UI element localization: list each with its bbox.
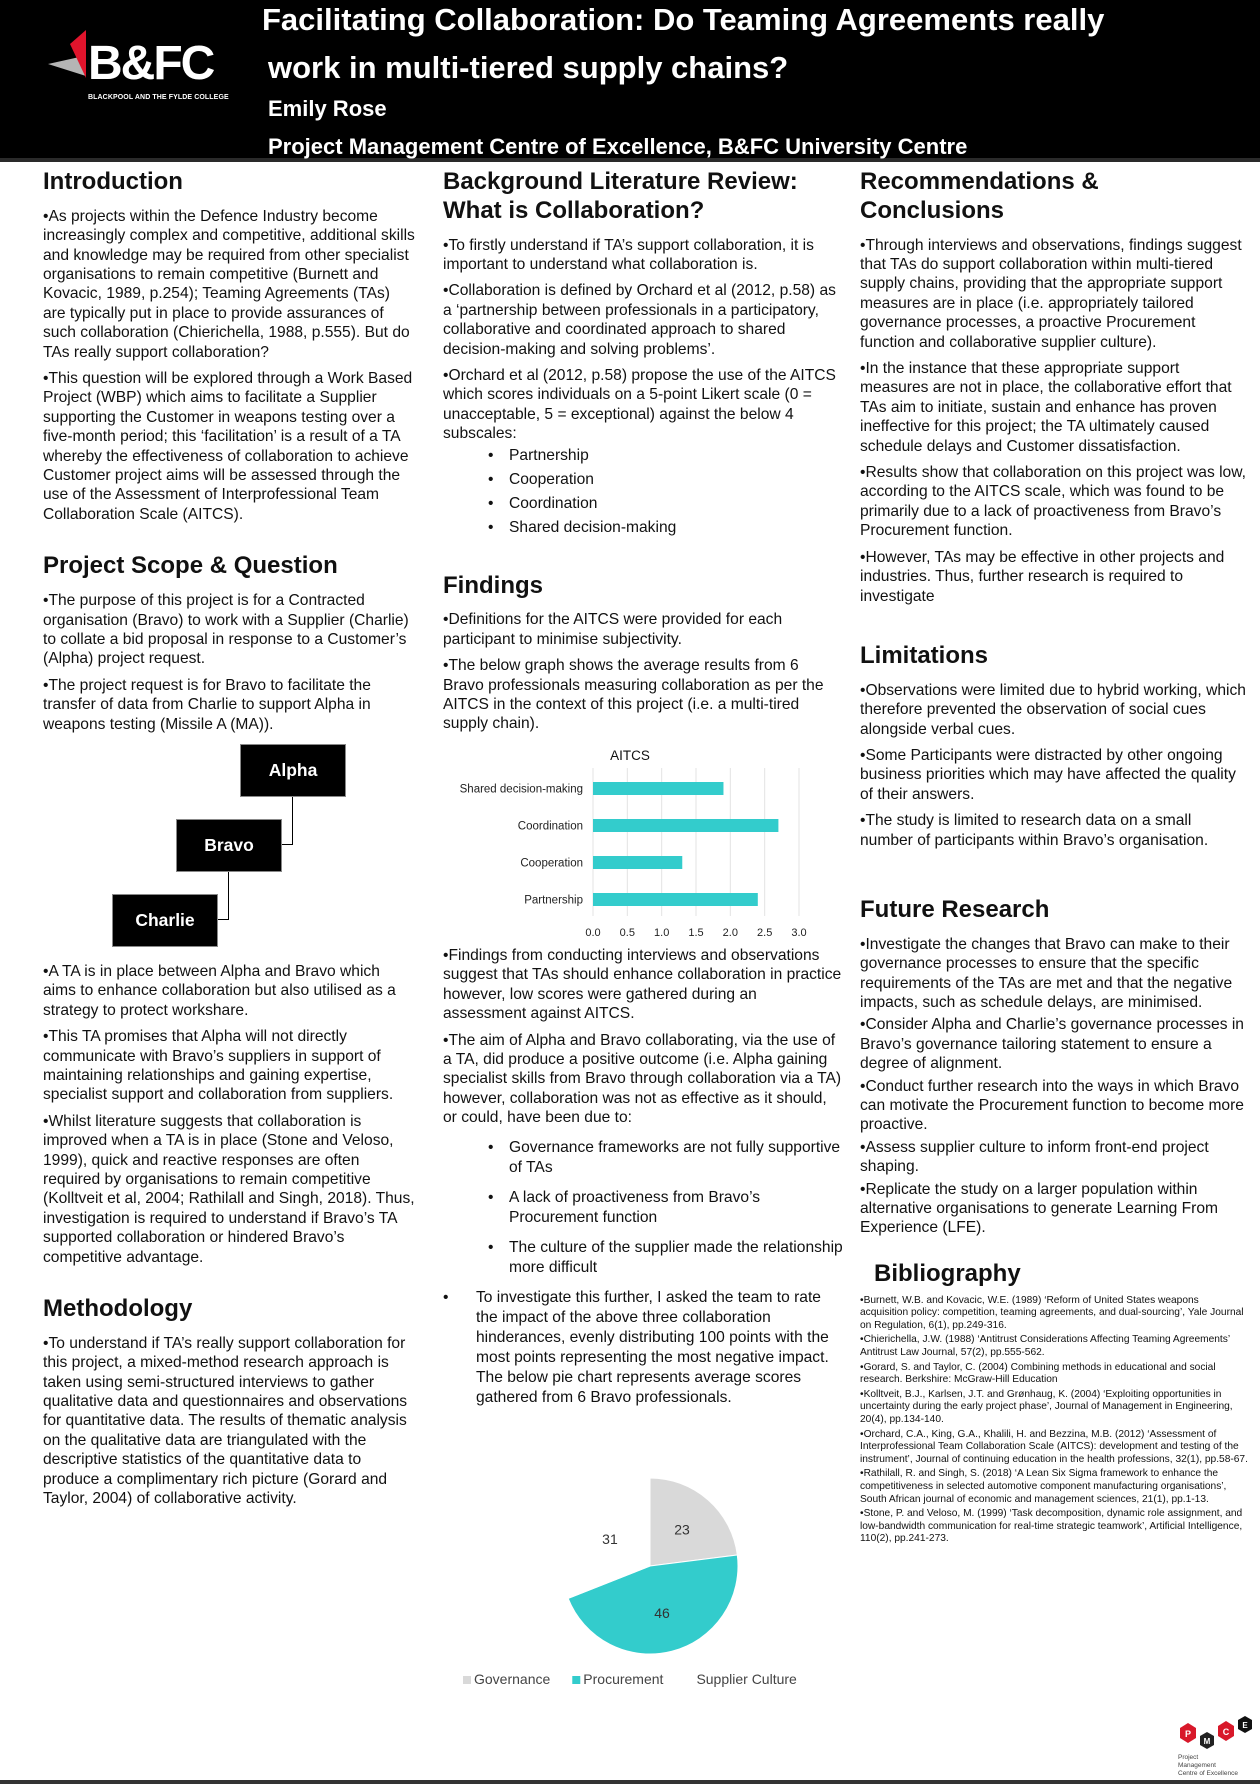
pie-legend-label: Governance: [474, 1670, 551, 1687]
subscale-item: • Cooperation: [488, 470, 843, 490]
findings-paragraph: •Definitions for the AITCS were provided for each participant to minimise subjectivity.: [443, 611, 783, 648]
pie-legend-label: Supplier Culture: [696, 1670, 797, 1687]
logo-text: B&FC: [88, 37, 214, 90]
background-paragraph: •Collaboration is defined by Orchard et al (2012, p.58) as a ‘partnership between professionals in a participatory, collaborative and coordinated approach to shared decision-making and solving problems’.: [443, 282, 836, 358]
connector-alpha-bravo: [282, 797, 293, 845]
pmce-letter-p: P: [1184, 1729, 1192, 1739]
scope-paragraph: •Whilst literature suggests that collaboration is improved when a TA is in place (Stone and Veloso, 1999), quick and reactive responses are often required by organisations to remain competitive (Kolltveit et al, 2004; Rathilall and Singh, 2018). Thus, investigation is required to understand if Bravo’s TA supported collaboration or hindered Bravo’s competitive advantage.: [43, 1112, 415, 1266]
node-charlie: Charlie: [112, 894, 218, 947]
methodology-section: [43, 1295, 415, 1508]
subscale-item: • Partnership: [488, 446, 843, 466]
pmce-letter-c: C: [1222, 1727, 1230, 1737]
bar-partnership: [593, 893, 758, 906]
future-paragraph: •Conduct further research into the ways in which Bravo can motivate the Procurement function to become more proactive.: [860, 1077, 1244, 1134]
subscale-list: [488, 446, 843, 538]
introduction-section: [43, 168, 415, 524]
bar-chart-category-label: Coordination: [517, 820, 583, 833]
hindrance-item: • The culture of the supplier made the relationship more difficult: [488, 1238, 843, 1278]
recommendation-paragraph: •Through interviews and observations, findings suggest that TAs do support collaboration within multi-tiered supply chains, providing that the appropriate support measures are in place (i.e. appropriately tailored governance processes, a proactive Procurement function and collaborative supplier culture).: [860, 236, 1242, 351]
investigation-item: • To investigate this further, I asked the team to rate the impact of the above three collaboration hinderances, evenly distributing 100 points with the most points representing the most negative impact. The below pie chart represents average scores gathered from 6 Bravo professionals.: [443, 1288, 843, 1408]
investigation-list: [443, 1288, 843, 1408]
bar-chart-x-tick: 1.5: [688, 926, 704, 939]
bar-chart-x-tick: 1.0: [654, 926, 670, 939]
recommendations-heading-line-1: Recommendations &: [860, 168, 1099, 195]
future-paragraph: •Assess supplier culture to inform front-end project shaping.: [860, 1138, 1209, 1176]
bar-chart-x-tick: 2.0: [722, 926, 738, 939]
subscale-item: • Shared decision-making: [488, 518, 843, 538]
recommendations-section: [860, 168, 1248, 606]
findings-paragraph: •The aim of Alpha and Bravo collaborating, via the use of a TA, did produce a positive outcome (i.e. Alpha gaining specialist skills from Bravo through collaboration via a TA) however, collaboration was not as effective as it should, or could, have been due to:: [443, 1031, 842, 1127]
bibliography-entry: •Burnett, W.B. and Kovacic, W.E. (1989) ‘Reform of United States weapons acquisition policy: competition, teaming agreements, and dual-sourcing’, Yale Journal on Regulation, 6(1), pp.249-316.: [860, 1294, 1244, 1331]
pmce-caption: [1178, 1754, 1238, 1778]
findings-paragraph: •Findings from conducting interviews and observations suggest that TAs should enhance collaboration in practice however, low scores were gathered during an assessment against AITCS.: [443, 946, 842, 1023]
bar-cooperation: [593, 856, 682, 869]
bibliography-entry: •Stone, P. and Veloso, M. (1999) ‘Task decomposition, dynamic role assignment, and low-bandwidth communication for real-time strategic teamwork’, Artificial Intelligence, 110(2), pp.241-273.: [860, 1508, 1243, 1545]
bar-chart-category-label: Partnership: [524, 894, 583, 907]
column-right: [860, 168, 1248, 1548]
future-paragraph: •Replicate the study on a larger population within alternative organisations to generate Learning From Experience (LFE).: [860, 1180, 1219, 1237]
future-paragraph: •Investigate the changes that Bravo can make to their governance processes to ensure that the specific requirements of the TAs are met and that the negative impacts, such as schedule delays, are minimised.: [860, 935, 1233, 1011]
limitations-heading: Limitations: [860, 641, 989, 669]
supply-chain-diagram: [43, 744, 415, 954]
aitcs-bar-chart: [433, 742, 833, 942]
background-section: [443, 168, 843, 538]
aitcs-bar-chart-svg: [433, 742, 833, 942]
hindrance-pie-chart: [433, 1416, 853, 1706]
affiliation: Project Management Centre of Excellence, B&FC University Centre: [268, 134, 968, 159]
pie-legend-swatch: [463, 1676, 471, 1684]
pmce-logo-icon: [1176, 1716, 1258, 1752]
pie-legend-label: Procurement: [583, 1670, 664, 1687]
limitations-section: [860, 642, 1248, 850]
pmce-letter-e: E: [1242, 1721, 1248, 1730]
background-heading: [443, 168, 843, 226]
scope-paragraph: •The purpose of this project is for a Contracted organisation (Bravo) to work with a Supplier (Charlie) to collate a bid proposal in response to a Customer’s (Alpha) project request.: [43, 592, 409, 668]
pmce-caption-line: Project: [1178, 1754, 1199, 1761]
background-paragraph: •To firstly understand if TA’s support collaboration, it is important to understand what collaboration is.: [443, 236, 814, 273]
poster-header: [0, 0, 1260, 162]
bfc-logo: [14, 0, 244, 128]
poster-title-line-2: work in multi-tiered supply chains?: [268, 50, 789, 85]
intro-paragraph: •This question will be explored through a Work Based Project (WBP) which aims to facilitate a Supplier supporting the Customer in weapons testing over a five-month period; this ‘facilitation’ is a result of a TA whereby the effectiveness of collaboration to achieve Customer project aims will be assessed through the use of the Assessment of Interprofessional Team Collaboration Scale (AITCS).: [43, 370, 413, 523]
limitation-paragraph: •Observations were limited due to hybrid working, which therefore prevented the observation of social cues alongside verbal cues.: [860, 681, 1246, 738]
pmce-caption-line: Management: [1178, 1762, 1216, 1769]
bar-chart-x-tick: 3.0: [791, 926, 807, 939]
recommendation-paragraph: •Results show that collaboration on this project was low, according to the AITCS scale, which was found to be primarily due to a lack of proactiveness from Bravo’s Procurement function.: [860, 464, 1246, 540]
methodology-heading: Methodology: [43, 1295, 193, 1323]
bibliography-section: [860, 1260, 1248, 1546]
bar-chart-x-tick: 0.5: [619, 926, 635, 939]
future-research-section: [860, 896, 1248, 1238]
column-left: [43, 168, 415, 1515]
hindrance-item: • A lack of proactiveness from Bravo’s Procurement function: [488, 1188, 843, 1228]
pie-data-label: 46: [654, 1604, 670, 1621]
methodology-paragraph: •To understand if TA’s really support collaboration for this project, a mixed-method research approach is taken using semi-structured interviews to gather qualitative data and questionnaires and observations for quantitative data. The results of thematic analysis on the qualitative data are triangulated with the descriptive statistics of the quantitative data to produce a complimentary rich picture (Gorard and Taylor, 2004) of collaborative activity.: [43, 1334, 408, 1508]
scope-paragraph: •A TA is in place between Alpha and Bravo which aims to enhance collaboration but also utilised as a strategy to protect workshare.: [43, 962, 396, 1019]
scope-section: [43, 552, 415, 1267]
bibliography-entry: •Rathilall, R. and Singh, S. (2018) ‘A Lean Six Sigma framework to enhance the competitiveness in selected automotive component manufacturing organisations’, South African journal of economic and management sciences, 21(1), pp.1-13.: [860, 1468, 1227, 1505]
bibliography-entry: •Gorard, S. and Taylor, C. (2004) Combining methods in educational and social research. Berkshire: McGraw-Hill Education: [860, 1361, 1216, 1386]
pmce-letter-m: M: [1203, 1737, 1211, 1746]
scope-paragraph: •The project request is for Bravo to facilitate the transfer of data from Charlie to support Alpha in weapons testing (Missile A (MA)).: [43, 676, 371, 733]
bar-chart-category-label: Shared decision-making: [459, 783, 583, 796]
bibliography-entry: •Kolltveit, B.J., Karlsen, J.T. and Grønhaug, K. (2004) ‘Exploiting opportunities in uncertainty during the early project phase’, Journal of Management in Engineering, 20(4), pp.134-140.: [860, 1388, 1233, 1425]
pie-legend-swatch: [572, 1676, 580, 1684]
column-middle: [443, 168, 843, 1706]
findings-section: [443, 572, 843, 1706]
bibliography-heading: Bibliography: [874, 1259, 1021, 1287]
connector-bravo-charlie: [218, 872, 229, 920]
hindrance-list: [488, 1138, 843, 1278]
bibliography-entry: •Orchard, C.A., King, G.A., Khalili, H. and Bezzina, M.B. (2012) ‘Assessment of Interprofessional Team Collaboration Scale (AITCS): development and testing of the instrument’, Journal of continuing education in the health professions, 32(1), pp.58-67.: [860, 1428, 1248, 1465]
recommendation-paragraph: •However, TAs may be effective in other projects and industries. Thus, further research is required to investigate: [860, 548, 1225, 605]
limitation-paragraph: •Some Participants were distracted by other ongoing business priorities which may have affected the quality of their answers.: [860, 746, 1236, 803]
limitation-paragraph: •The study is limited to research data on a small number of participants within Bravo’s organisation.: [860, 812, 1209, 849]
poster-title-line-1: Facilitating Collaboration: Do Teaming Agreements really: [262, 2, 1105, 37]
author-name: Emily Rose: [268, 96, 387, 121]
bar-chart-x-tick: 0.0: [585, 926, 601, 939]
pmce-caption-line: Centre of Excellence: [1178, 1770, 1238, 1777]
future-paragraph: •Consider Alpha and Charlie’s governance processes in Bravo’s governance tailoring statement to ensure a degree of alignment.: [860, 1016, 1244, 1073]
logo-subtitle: BLACKPOOL AND THE FYLDE COLLEGE: [88, 94, 229, 101]
bar-chart-x-tick: 2.5: [757, 926, 773, 939]
hindrance-item: • Governance frameworks are not fully supportive of TAs: [488, 1138, 843, 1178]
pie-data-label: 23: [674, 1521, 690, 1538]
scope-paragraph: •This TA promises that Alpha will not directly communicate with Bravo’s suppliers in support of maintaining relationships and gaining expertise, specialist support and collaboration from suppliers.: [43, 1028, 394, 1104]
future-research-heading: Future Research: [860, 895, 1050, 923]
recommendations-heading-line-2: Conclusions: [860, 196, 1005, 224]
background-heading-line-1: Background Literature Review:: [443, 168, 798, 195]
recommendation-paragraph: •In the instance that these appropriate support measures are not in place, the collaborative effort that TAs aim to initiate, sustain and enhance has proven ineffective for this project; the TA ultimately caused schedule delays and Customer dissatisfaction.: [860, 360, 1232, 455]
subscale-item: • Coordination: [488, 494, 843, 514]
bar-shared-decision-making: [593, 782, 723, 795]
node-bravo: Bravo: [176, 819, 282, 872]
hindrance-pie-chart-svg: [433, 1416, 853, 1706]
intro-paragraph: •As projects within the Defence Industry become increasingly complex and competitive, additional skills and knowledge may be required from other specialist organisations to remain competitive (Burnett and Kovacic, 1989, p.254); Teaming Agreements (TAs) are typically put in place to provide assurances of such collaboration (Chierichella, 1988, p.555). But do TAs really support collaboration?: [43, 207, 415, 361]
background-heading-line-2: What is Collaboration?: [443, 196, 705, 224]
pie-slice-governance: [650, 1478, 737, 1566]
node-alpha: Alpha: [240, 744, 346, 797]
bibliography-entry: •Chierichella, J.W. (1988) ‘Antitrust Considerations Affecting Teaming Agreements’ Antitrust Law Journal, 57(2), pp.555-562.: [860, 1334, 1230, 1359]
bar-coordination: [593, 819, 778, 832]
footer-bar: [0, 1780, 1260, 1784]
findings-heading: Findings: [443, 571, 543, 599]
background-paragraph: •Orchard et al (2012, p.58) propose the use of the AITCS which scores individuals on a 5-point Likert scale (0 = unacceptable, 5 = exceptional) against the below 4 subscales:: [443, 367, 836, 443]
bar-chart-category-label: Cooperation: [520, 857, 583, 870]
findings-paragraph: •The below graph shows the average results from 6 Bravo professionals measuring collaboration as per the AITCS in the context of this project (i.e. a multi-tired supply chain).: [443, 657, 824, 733]
introduction-heading: Introduction: [43, 168, 183, 195]
bar-chart-title: AITCS: [610, 747, 650, 763]
pie-data-label: 31: [602, 1530, 618, 1547]
recommendations-heading: [860, 168, 1248, 226]
scope-heading: Project Scope & Question: [43, 552, 338, 580]
